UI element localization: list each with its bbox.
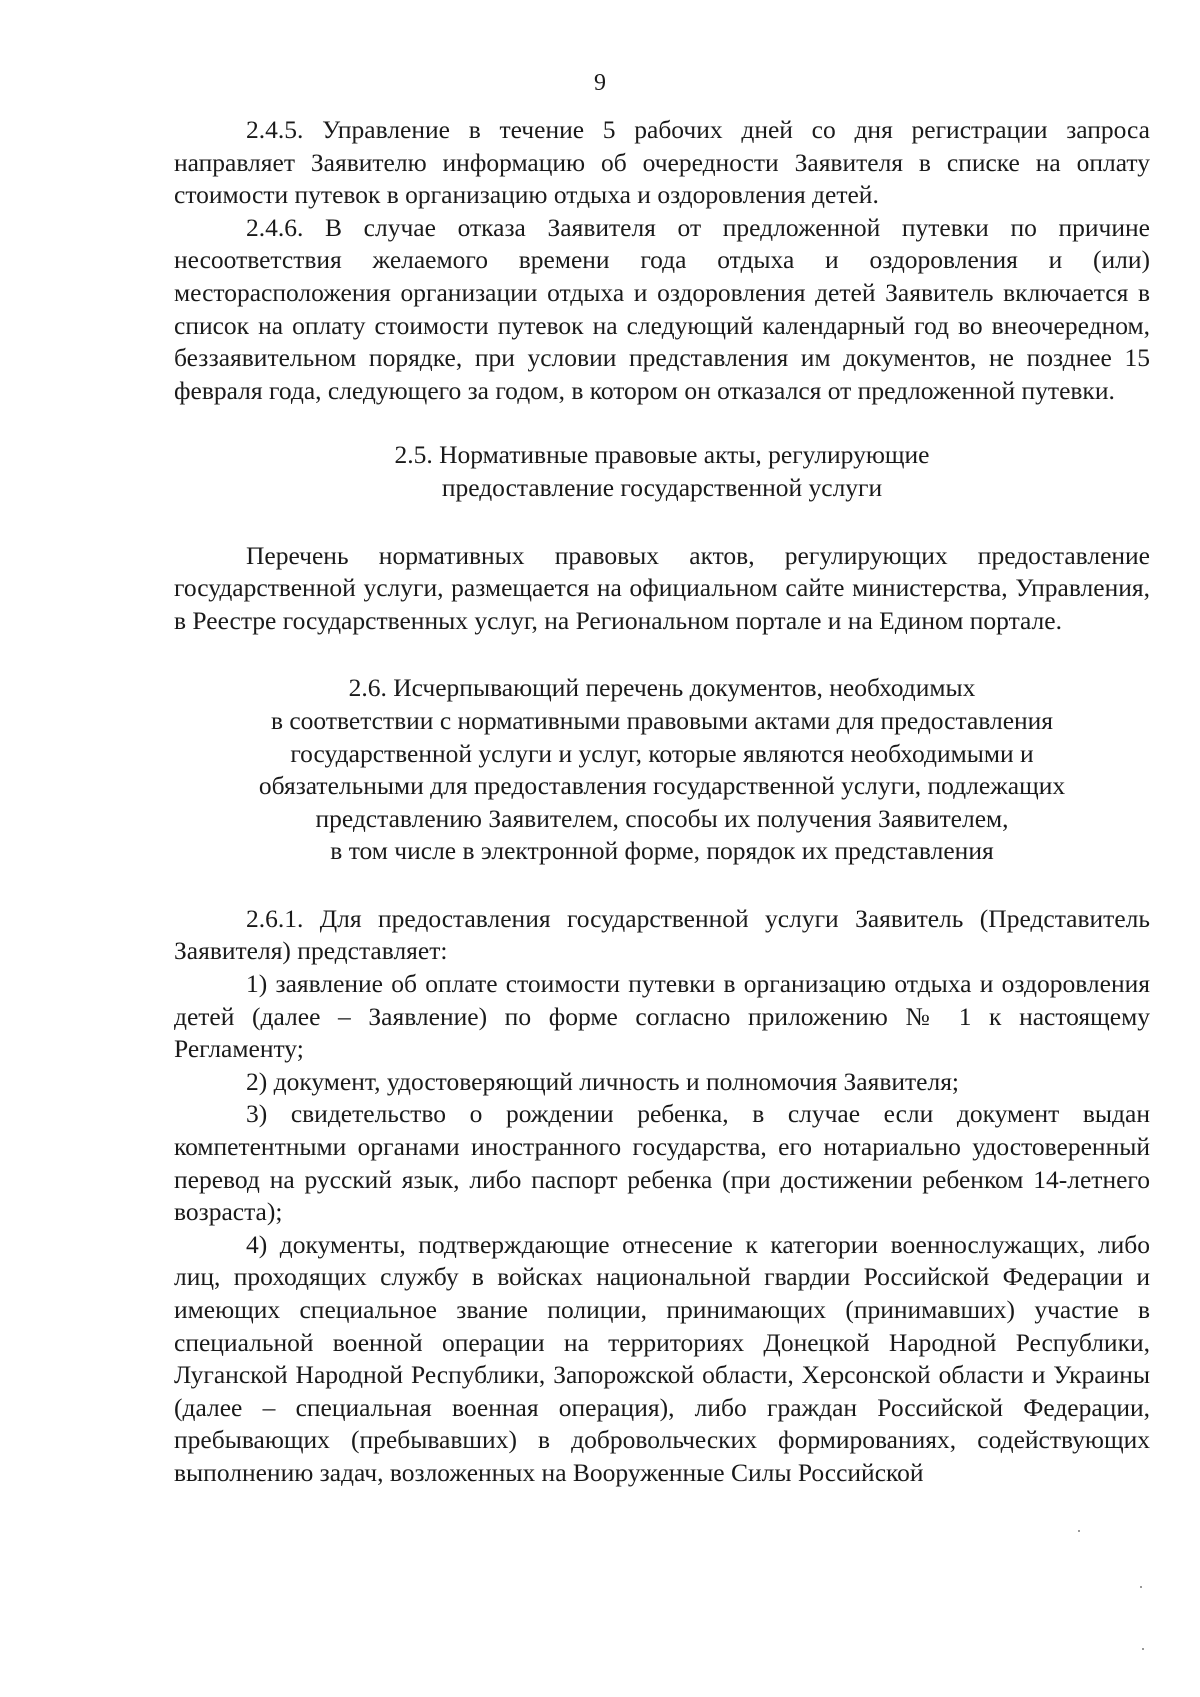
list-item-4: 4) документы, подтверждающие отнесение к категории военнослужащих, либо лиц, проходящих службу в войсках национальной гвардии Российской Федерации и имеющих специальное звание полиции, принимающих (принимавших) участие в специальной военной операции на территориях Донецкой Народной Республики, Луганской Народной Республики, Запорожской области, Херсонской области и Украины (далее – специальная военная операция), либо граждан Российской Федерации, пребывающих (пребывавших) в добровольческих формированиях, содействующих выполнению задач, возложенных на Вооруженные Силы Российской: [174, 1229, 1150, 1487]
paragraph-2-4-6: 2.4.6. В случае отказа Заявителя от предложенной путевки по причине несоответствия желаемого времени года отдыха и оздоровления и (или) месторасположения организации отдыха и оздоровления детей Заявитель включается в список на оплату стоимости путевок на следующий календарный год во внеочередном, беззаявительном порядке, при условии представления им документов, не позднее 15 февраля года, следующего за годом, в котором он отказался от предложенной путевки.: [174, 212, 1150, 405]
heading-line: обязательными для предоставления государственной услуги, подлежащих: [258, 771, 1066, 801]
list-item-3: 3) свидетельство о рождении ребенка, в случае если документ выдан компетентными органами иностранного государства, его нотариально удостоверенный перевод на русский язык, либо паспорт ребенка (при достижении ребенком 14-летнего возраста);: [174, 1099, 1150, 1227]
paragraph-2-4-5: 2.4.5. Управление в течение 5 рабочих дней со дня регистрации запроса направляет Заявителю информацию об очередности Заявителя в списке на оплату стоимости путевок в организацию отдыха и оздоровления детей.: [174, 115, 1150, 210]
list-item-1: 1) заявление об оплате стоимости путевки в организацию отдыха и оздоровления детей (далее – Заявление) по форме согласно приложению № 1 к настоящему Регламенту;: [174, 969, 1150, 1064]
heading-line: представлению Заявителем, способы их получения Заявителем,: [315, 803, 1009, 833]
section-heading-2-5: [174, 439, 1150, 504]
heading-line: в том числе в электронной форме, порядок их представления: [330, 836, 994, 866]
heading-line: 2.5. Нормативные правовые акты, регулирующие: [394, 440, 930, 470]
heading-line: государственной услуги и услуг, которые являются необходимыми и: [290, 738, 1034, 768]
scan-speck: [1142, 1648, 1144, 1650]
spacer: [174, 505, 1150, 540]
section-heading-2-6: [174, 672, 1150, 868]
heading-line: предоставление государственной услуги: [441, 472, 883, 502]
paragraph-2-6-1: 2.6.1. Для предоставления государственной услуги Заявитель (Представитель Заявителя) представляет:: [174, 903, 1150, 966]
scan-speck: [1078, 1530, 1080, 1532]
list-item-2: 2) документ, удостоверяющий личность и полномочия Заявителя;: [246, 1066, 960, 1096]
spacer: [174, 637, 1150, 672]
scan-speck: [1140, 1586, 1142, 1588]
paragraph-2-5-text: Перечень нормативных правовых актов, регулирующих предоставление государственной услуги, размещается на официальном сайте министерства, Управления, в Реестре государственных услуг, на Региональном портале и на Едином портале.: [174, 540, 1150, 635]
heading-line: 2.6. Исчерпывающий перечень документов, необходимых: [348, 673, 976, 703]
page-number: 9: [594, 70, 606, 96]
document-body: [174, 114, 1150, 1490]
spacer: [174, 407, 1150, 439]
spacer: [174, 868, 1150, 903]
heading-line: в соответствии с нормативными правовыми актами для предоставления: [270, 705, 1054, 735]
